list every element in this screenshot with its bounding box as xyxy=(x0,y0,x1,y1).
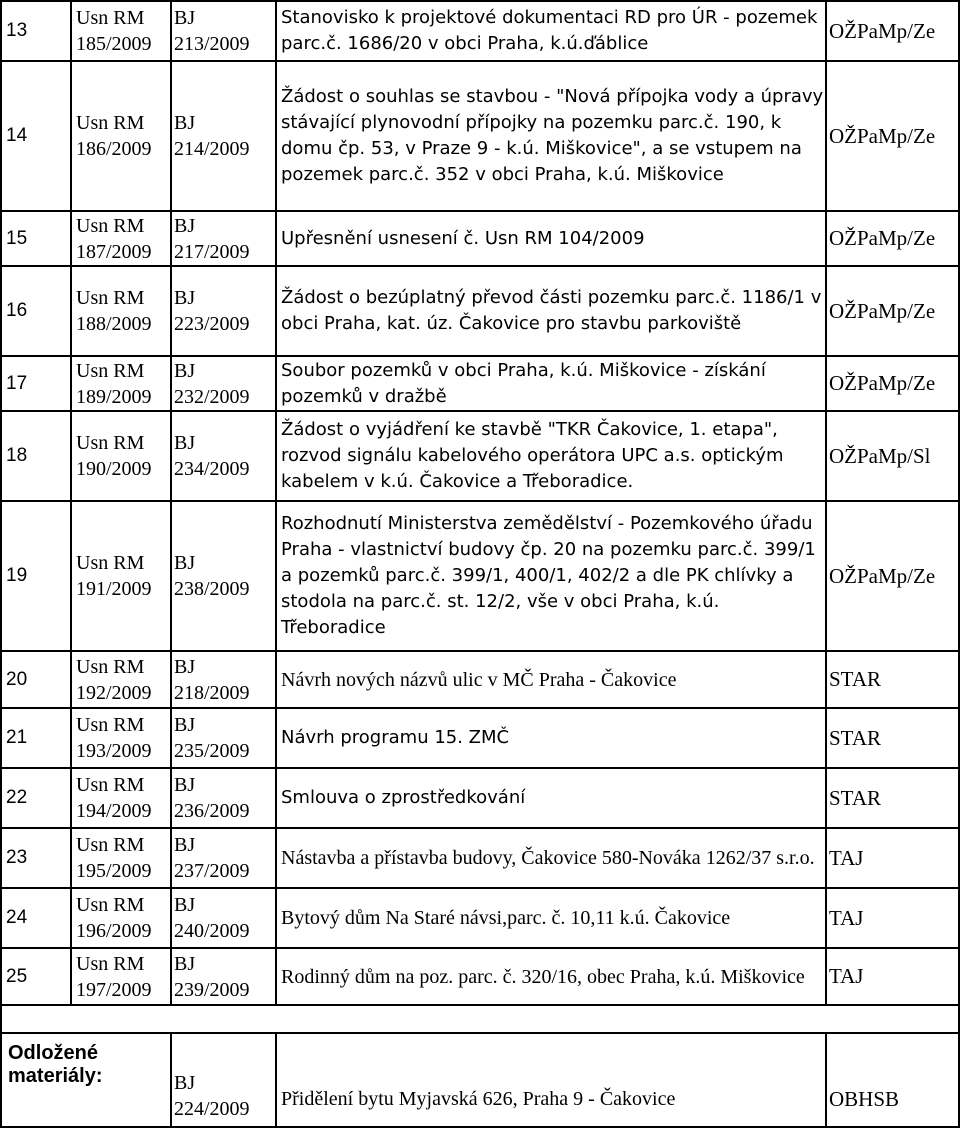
bj-number xyxy=(171,501,276,651)
resolutions-table-body xyxy=(1,1,959,1127)
row-number-text: 23 xyxy=(6,847,28,868)
resolution-number xyxy=(71,61,171,211)
deferred-heading: Odložené materiály: xyxy=(8,1042,103,1087)
row-number-text: 14 xyxy=(6,125,28,146)
row-number xyxy=(1,768,71,828)
table-row xyxy=(1,411,959,501)
table-row xyxy=(1,888,959,948)
bj-prefix: BJ xyxy=(174,432,196,454)
bj-prefix: BJ xyxy=(174,655,196,678)
table-row xyxy=(1,651,959,708)
bj-number xyxy=(171,1,276,61)
resolution-prefix: Usn RM xyxy=(76,714,145,736)
department: OŽPaMp/Ze xyxy=(826,501,959,651)
bj-id: 236/2009 xyxy=(174,800,250,822)
bj-prefix: BJ xyxy=(174,7,196,29)
bj-id: 235/2009 xyxy=(174,740,250,762)
bj-number xyxy=(171,768,276,828)
resolution-id: 196/2009 xyxy=(76,920,152,942)
department: STAR xyxy=(826,651,959,708)
department: TAJ xyxy=(826,948,959,1005)
resolution-id: 194/2009 xyxy=(76,800,152,822)
table-row xyxy=(1,828,959,888)
bj-number xyxy=(171,61,276,211)
description: Žádost o vyjádření ke stavbě "TKR Čakovice, 1. etapa", rozvod signálu kabelového operátora UPC a.s. optickým kabelem v k.ú. Čakovice a Třeboradice. xyxy=(276,411,826,501)
row-number xyxy=(1,356,71,411)
bj-id: 217/2009 xyxy=(174,240,250,263)
row-number-text: 19 xyxy=(6,565,28,586)
resolution-prefix: Usn RM xyxy=(76,894,145,916)
description: Žádost o souhlas se stavbou - "Nová přípojka vody a úpravy stávající plynovodní přípojky na pozemku parc.č. 190, k domu čp. 53, v Praze 9 - k.ú. Miškovice", a se vstupem na pozemek parc.č. 352 v obci Praha, k.ú. Miškovice xyxy=(276,61,826,211)
department: OŽPaMp/Ze xyxy=(826,266,959,356)
bj-prefix: BJ xyxy=(174,774,196,796)
resolution-id: 191/2009 xyxy=(76,578,152,600)
bj-id: 232/2009 xyxy=(174,385,250,408)
resolution-number xyxy=(71,651,171,708)
bj-number xyxy=(171,411,276,501)
bj-number xyxy=(171,948,276,1005)
resolution-id: 190/2009 xyxy=(76,458,152,480)
row-number xyxy=(1,61,71,211)
resolution-prefix: Usn RM xyxy=(76,359,145,382)
resolution-prefix: Usn RM xyxy=(76,552,145,574)
bj-number xyxy=(171,888,276,948)
department: OŽPaMp/Ze xyxy=(826,211,959,266)
row-number xyxy=(1,828,71,888)
resolution-prefix: Usn RM xyxy=(76,774,145,796)
department: TAJ xyxy=(826,828,959,888)
bj-number xyxy=(171,828,276,888)
bj-prefix: BJ xyxy=(174,214,196,237)
bj-number xyxy=(171,211,276,266)
resolution-number xyxy=(71,768,171,828)
department: OŽPaMp/Ze xyxy=(826,356,959,411)
description: Návrh programu 15. ZMČ xyxy=(276,708,826,768)
department: OŽPaMp/Sl xyxy=(826,411,959,501)
bj-id: 240/2009 xyxy=(174,920,250,942)
bj-id: 238/2009 xyxy=(174,578,250,600)
deferred-department: OBHSB xyxy=(826,1033,959,1127)
row-number xyxy=(1,708,71,768)
deferred-heading-cell xyxy=(1,1033,171,1127)
bj-number xyxy=(171,651,276,708)
bj-id: 218/2009 xyxy=(174,681,250,704)
description: Soubor pozemků v obci Praha, k.ú. Miškovice - získání pozemků v dražbě xyxy=(276,356,826,411)
department: STAR xyxy=(826,708,959,768)
bj-prefix: BJ xyxy=(174,894,196,916)
resolution-prefix: Usn RM xyxy=(76,287,145,309)
description: Návrh nových názvů ulic v MČ Praha - Čakovice xyxy=(276,651,826,708)
table-row xyxy=(1,266,959,356)
bj-prefix: BJ xyxy=(174,359,196,382)
bj-number xyxy=(171,356,276,411)
description: Nástavba a přístavba budovy, Čakovice 580-Nováka 1262/37 s.r.o. xyxy=(276,828,826,888)
resolution-number xyxy=(71,1,171,61)
row-number xyxy=(1,501,71,651)
resolution-prefix: Usn RM xyxy=(76,7,145,29)
row-number-text: 13 xyxy=(6,20,28,41)
resolution-id: 185/2009 xyxy=(76,33,152,55)
resolution-prefix: Usn RM xyxy=(76,214,145,237)
resolution-prefix: Usn RM xyxy=(76,432,145,454)
description: Stanovisko k projektové dokumentaci RD pro ÚR - pozemek parc.č. 1686/20 v obci Praha, k.ú.ďáblice xyxy=(276,1,826,61)
resolution-prefix: Usn RM xyxy=(76,952,145,975)
bj-number xyxy=(171,266,276,356)
bj-id: 214/2009 xyxy=(174,138,250,160)
bj-id: 224/2009 xyxy=(174,1098,250,1120)
bj-prefix: BJ xyxy=(174,952,196,975)
resolution-id: 195/2009 xyxy=(76,860,152,882)
bj-number xyxy=(171,708,276,768)
bj-prefix: BJ xyxy=(174,714,196,736)
description: Smlouva o zprostředkování xyxy=(276,768,826,828)
row-number-text: 15 xyxy=(6,227,28,249)
row-number xyxy=(1,948,71,1005)
resolution-number xyxy=(71,266,171,356)
row-number xyxy=(1,266,71,356)
row-number xyxy=(1,651,71,708)
bj-prefix: BJ xyxy=(174,552,196,574)
resolution-number xyxy=(71,948,171,1005)
bj-prefix: BJ xyxy=(174,287,196,309)
bj-prefix: BJ xyxy=(174,112,196,134)
row-number-text: 20 xyxy=(6,668,28,690)
bj-prefix: BJ xyxy=(174,1072,196,1094)
description: Rozhodnutí Ministerstva zemědělství - Pozemkového úřadu Praha - vlastnictví budovy čp. 20 na pozemku parc.č. 399/1 a pozemků parc.č. 399/1, 400/1, 402/2 a dle PK chlívky a stodola na parc.č. st. 12/2, vše v obci Praha, k.ú. Třeboradice xyxy=(276,501,826,651)
deferred-description: Přidělení bytu Myjavská 626, Praha 9 - Čakovice xyxy=(276,1033,826,1127)
table-row xyxy=(1,708,959,768)
description: Upřesnění usnesení č. Usn RM 104/2009 xyxy=(276,211,826,266)
resolution-number xyxy=(71,828,171,888)
description: Bytový dům Na Staré návsi,parc. č. 10,11 k.ú. Čakovice xyxy=(276,888,826,948)
row-number-text: 24 xyxy=(6,907,28,928)
resolution-id: 186/2009 xyxy=(76,138,152,160)
row-number-text: 18 xyxy=(6,445,28,466)
table-row xyxy=(1,211,959,266)
spacer-cell xyxy=(1,1005,959,1033)
resolution-number xyxy=(71,211,171,266)
table-row xyxy=(1,356,959,411)
resolution-number xyxy=(71,888,171,948)
resolution-id: 189/2009 xyxy=(76,385,152,408)
description: Žádost o bezúplatný převod části pozemku parc.č. 1186/1 v obci Praha, kat. úz. Čakovice pro stavbu parkoviště xyxy=(276,266,826,356)
row-number-text: 21 xyxy=(6,727,28,748)
bj-id: 239/2009 xyxy=(174,978,250,1001)
department: OŽPaMp/Ze xyxy=(826,61,959,211)
resolution-id: 192/2009 xyxy=(76,681,152,704)
department: STAR xyxy=(826,768,959,828)
resolution-prefix: Usn RM xyxy=(76,655,145,678)
table-row xyxy=(1,501,959,651)
table-row xyxy=(1,61,959,211)
department: TAJ xyxy=(826,888,959,948)
row-number-text: 22 xyxy=(6,787,28,808)
row-number xyxy=(1,211,71,266)
row-number-text: 25 xyxy=(6,965,28,987)
table-row xyxy=(1,948,959,1005)
resolution-id: 193/2009 xyxy=(76,740,152,762)
row-number-text: 16 xyxy=(6,300,28,321)
bj-id: 223/2009 xyxy=(174,313,250,335)
table-row xyxy=(1,768,959,828)
resolution-number xyxy=(71,411,171,501)
bj-prefix: BJ xyxy=(174,834,196,856)
row-number xyxy=(1,1,71,61)
bj-id: 237/2009 xyxy=(174,860,250,882)
row-number xyxy=(1,888,71,948)
spacer-row xyxy=(1,1005,959,1033)
resolution-number xyxy=(71,708,171,768)
resolution-prefix: Usn RM xyxy=(76,112,145,134)
department: OŽPaMp/Ze xyxy=(826,1,959,61)
bj-id: 234/2009 xyxy=(174,458,250,480)
resolution-id: 197/2009 xyxy=(76,978,152,1001)
resolution-number xyxy=(71,501,171,651)
bj-id: 213/2009 xyxy=(174,33,250,55)
table-row xyxy=(1,1,959,61)
description: Rodinný dům na poz. parc. č. 320/16, obec Praha, k.ú. Miškovice xyxy=(276,948,826,1005)
row-number-text: 17 xyxy=(6,372,28,394)
row-number xyxy=(1,411,71,501)
resolution-prefix: Usn RM xyxy=(76,834,145,856)
deferred-row xyxy=(1,1033,959,1127)
resolution-id: 187/2009 xyxy=(76,240,152,263)
resolution-number xyxy=(71,356,171,411)
deferred-bj-number xyxy=(171,1033,276,1127)
resolution-id: 188/2009 xyxy=(76,313,152,335)
